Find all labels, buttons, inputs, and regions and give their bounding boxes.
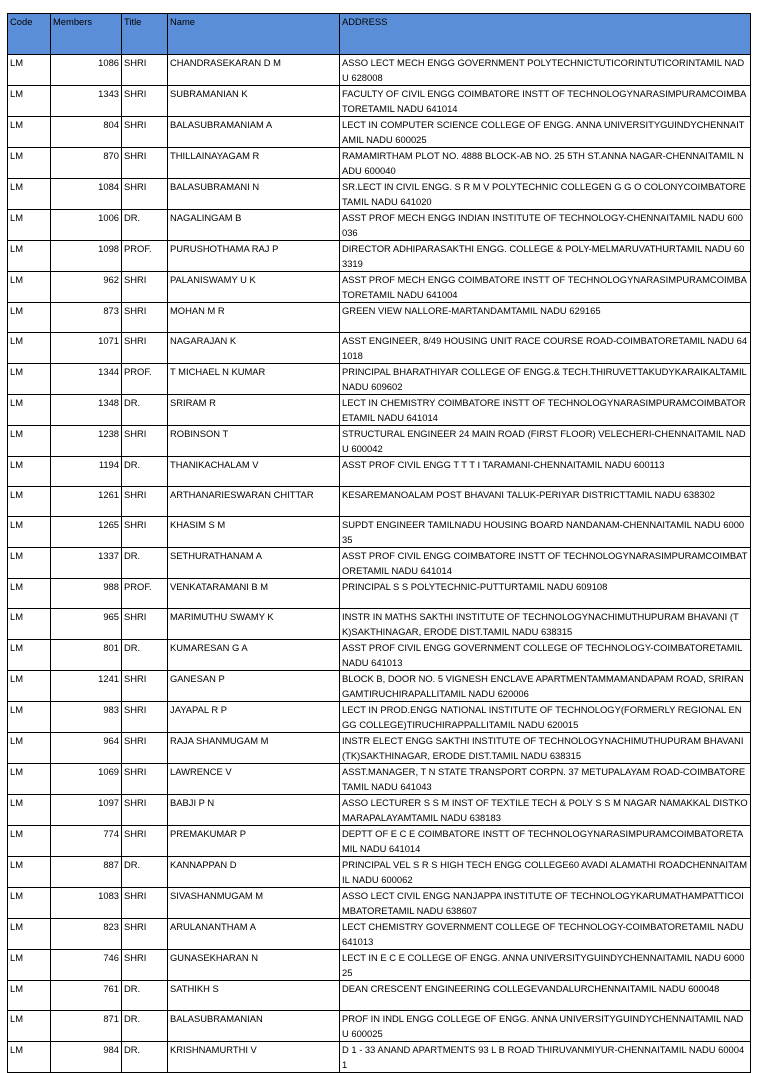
cell-title: SHRI [122,795,168,826]
header-address: ADDRESS [340,14,751,55]
cell-name: SIVASHANMUGAM M [168,888,340,919]
cell-address: LECT CHEMISTRY GOVERNMENT COLLEGE OF TECHNOLOGY-COIMBATORETAMIL NADU 641013 [340,919,751,950]
table-row [8,857,751,888]
cell-code: LM [8,55,51,86]
cell-name: GUNASEKHARAN N [168,950,340,981]
cell-title: SHRI [122,950,168,981]
cell-title: DR. [122,857,168,888]
cell-address: SR.LECT IN CIVIL ENGG. S R M V POLYTECHNIC COLLEGEN G G O COLONYCOIMBATORETAMIL NADU 641020 [340,179,751,210]
cell-name: ARTHANARIESWARAN CHITTAR [168,487,340,517]
cell-title: DR. [122,640,168,671]
cell-name: BALASUBRAMANIAN [168,1011,340,1042]
cell-members: 873 [51,303,122,333]
cell-title: SHRI [122,919,168,950]
cell-name: THANIKACHALAM V [168,457,340,487]
cell-title: DR. [122,210,168,241]
cell-code: LM [8,795,51,826]
cell-members: 988 [51,579,122,609]
cell-members: 965 [51,609,122,640]
cell-code: LM [8,272,51,303]
table-row [8,888,751,919]
cell-code: LM [8,86,51,117]
cell-code: LM [8,888,51,919]
cell-code: LM [8,764,51,795]
cell-title: SHRI [122,86,168,117]
cell-members: 1337 [51,548,122,579]
cell-members: 870 [51,148,122,179]
cell-title: SHRI [122,671,168,702]
cell-members: 1084 [51,179,122,210]
cell-code: LM [8,333,51,364]
cell-title: DR. [122,457,168,487]
cell-address: ASSO LECT CIVIL ENGG NANJAPPA INSTITUTE OF TECHNOLOGYKARUMATHAMPATTICOIMBATORETAMIL NADU 638607 [340,888,751,919]
header-name: Name [168,14,340,55]
cell-members: 761 [51,981,122,1011]
cell-title: SHRI [122,179,168,210]
table-row [8,671,751,702]
cell-address: ASST PROF MECH ENGG INDIAN INSTITUTE OF TECHNOLOGY-CHENNAITAMIL NADU 600036 [340,210,751,241]
cell-name: BABJI P N [168,795,340,826]
cell-members: 1083 [51,888,122,919]
table-row [8,1011,751,1042]
cell-code: LM [8,1011,51,1042]
table-row [8,117,751,148]
cell-members: 1069 [51,764,122,795]
cell-title: SHRI [122,333,168,364]
cell-address: STRUCTURAL ENGINEER 24 MAIN ROAD (FIRST FLOOR) VELECHERI-CHENNAITAMIL NADU 600042 [340,426,751,457]
cell-members: 964 [51,733,122,764]
cell-code: LM [8,1042,51,1073]
cell-code: LM [8,981,51,1011]
cell-address: PROF IN INDL ENGG COLLEGE OF ENGG. ANNA UNIVERSITYGUINDYCHENNAITAMIL NADU 600025 [340,1011,751,1042]
cell-title: SHRI [122,303,168,333]
cell-members: 774 [51,826,122,857]
cell-members: 746 [51,950,122,981]
cell-members: 1265 [51,517,122,548]
cell-address: GREEN VIEW NALLORE-MARTANDAMTAMIL NADU 629165 [340,303,751,333]
cell-members: 983 [51,702,122,733]
table-row [8,1042,751,1073]
cell-address: ASST PROF MECH ENGG COIMBATORE INSTT OF TECHNOLOGYNARASIMPURAMCOIMBATORETAMIL NADU 641004 [340,272,751,303]
table-row [8,950,751,981]
cell-name: BALASUBRAMANIAM A [168,117,340,148]
cell-members: 962 [51,272,122,303]
cell-name: MOHAN M R [168,303,340,333]
cell-title: DR. [122,981,168,1011]
cell-address: KESAREMANOALAM POST BHAVANI TALUK-PERIYAR DISTRICTTAMIL NADU 638302 [340,487,751,517]
cell-title: SHRI [122,609,168,640]
table-row [8,395,751,426]
table-row [8,457,751,487]
cell-code: LM [8,395,51,426]
cell-code: LM [8,241,51,272]
cell-name: RAJA SHANMUGAM M [168,733,340,764]
cell-address: ASST ENGINEER, 8/49 HOUSING UNIT RACE COURSE ROAD-COIMBATORETAMIL NADU 641018 [340,333,751,364]
cell-members: 1006 [51,210,122,241]
table-row [8,303,751,333]
table-row [8,826,751,857]
cell-address: LECT IN PROD.ENGG NATIONAL INSTITUTE OF TECHNOLOGY(FORMERLY REGIONAL ENGG COLLEGE)TIRUCHIRAPPALLITAMIL NADU 620015 [340,702,751,733]
cell-name: JAYAPAL R P [168,702,340,733]
table-row [8,210,751,241]
cell-name: LAWRENCE V [168,764,340,795]
table-row [8,919,751,950]
table-row [8,426,751,457]
cell-title: SHRI [122,764,168,795]
cell-name: KRISHNAMURTHI V [168,1042,340,1073]
cell-members: 1071 [51,333,122,364]
cell-title: PROF. [122,241,168,272]
table-row [8,364,751,395]
cell-code: LM [8,950,51,981]
table-row [8,702,751,733]
cell-members: 1238 [51,426,122,457]
cell-name: GANESAN P [168,671,340,702]
cell-address: PRINCIPAL BHARATHIYAR COLLEGE OF ENGG.& TECH.THIRUVETTAKUDYKARAIKALTAMIL NADU 609602 [340,364,751,395]
cell-members: 804 [51,117,122,148]
table-row [8,487,751,517]
cell-address: ASSO LECTURER S S M INST OF TEXTILE TECH & POLY S S M NAGAR NAMAKKAL DISTKOMARAPALAYAMTAMIL NADU 638183 [340,795,751,826]
cell-address: DEPTT OF E C E COIMBATORE INSTT OF TECHNOLOGYNARASIMPURAMCOIMBATORETAMIL NADU 641014 [340,826,751,857]
cell-name: VENKATARAMANI B M [168,579,340,609]
cell-address: ASSO LECT MECH ENGG GOVERNMENT POLYTECHNICTUTICORINTUTICORINTAMIL NADU 628008 [340,55,751,86]
cell-members: 1343 [51,86,122,117]
cell-address: LECT IN COMPUTER SCIENCE COLLEGE OF ENGG. ANNA UNIVERSITYGUINDYCHENNAITAMIL NADU 600025 [340,117,751,148]
cell-address: BLOCK B, DOOR NO. 5 VIGNESH ENCLAVE APARTMENTAMMAMANDAPAM ROAD, SRIRANGAMTIRUCHIRAPALLITAMIL NADU 620006 [340,671,751,702]
cell-title: SHRI [122,826,168,857]
cell-title: SHRI [122,148,168,179]
table-row [8,579,751,609]
cell-name: ROBINSON T [168,426,340,457]
cell-code: LM [8,733,51,764]
cell-code: LM [8,857,51,888]
table-row [8,179,751,210]
cell-address: PRINCIPAL VEL S R S HIGH TECH ENGG COLLEGE60 AVADI ALAMATHI ROADCHENNAITAMIL NADU 600062 [340,857,751,888]
cell-name: KUMARESAN G A [168,640,340,671]
cell-members: 887 [51,857,122,888]
cell-title: SHRI [122,702,168,733]
cell-title: SHRI [122,55,168,86]
cell-name: T MICHAEL N KUMAR [168,364,340,395]
cell-code: LM [8,609,51,640]
cell-members: 1344 [51,364,122,395]
cell-title: PROF. [122,364,168,395]
cell-members: 1097 [51,795,122,826]
cell-name: MARIMUTHU SWAMY K [168,609,340,640]
cell-title: DR. [122,1011,168,1042]
cell-members: 1086 [51,55,122,86]
cell-title: SHRI [122,487,168,517]
header-title: Title [122,14,168,55]
cell-code: LM [8,517,51,548]
cell-title: SHRI [122,517,168,548]
header-members: Members [51,14,122,55]
cell-name: BALASUBRAMANI N [168,179,340,210]
table-row [8,86,751,117]
cell-title: DR. [122,1042,168,1073]
table-row [8,55,751,86]
table-row [8,795,751,826]
cell-address: DEAN CRESCENT ENGINEERING COLLEGEVANDALURCHENNAITAMIL NADU 600048 [340,981,751,1011]
cell-title: DR. [122,548,168,579]
header-row [8,14,751,55]
cell-members: 823 [51,919,122,950]
cell-members: 1194 [51,457,122,487]
cell-code: LM [8,179,51,210]
cell-members: 1261 [51,487,122,517]
table-row [8,333,751,364]
cell-title: SHRI [122,426,168,457]
table-row [8,517,751,548]
cell-members: 984 [51,1042,122,1073]
cell-title: PROF. [122,579,168,609]
cell-address: ASST PROF CIVIL ENGG COIMBATORE INSTT OF TECHNOLOGYNARASIMPURAMCOIMBATORETAMIL NADU 641014 [340,548,751,579]
cell-name: KHASIM S M [168,517,340,548]
cell-title: SHRI [122,272,168,303]
cell-code: LM [8,548,51,579]
cell-name: SUBRAMANIAN K [168,86,340,117]
member-table [7,13,751,1073]
cell-name: PURUSHOTHAMA RAJ P [168,241,340,272]
cell-code: LM [8,117,51,148]
cell-code: LM [8,303,51,333]
cell-title: SHRI [122,733,168,764]
cell-code: LM [8,148,51,179]
cell-address: LECT IN E C E COLLEGE OF ENGG. ANNA UNIVERSITYGUINDYCHENNAITAMIL NADU 600025 [340,950,751,981]
cell-title: DR. [122,395,168,426]
table-row [8,548,751,579]
cell-address: INSTR ELECT ENGG SAKTHI INSTITUTE OF TECHNOLOGYNACHIMUTHUPURAM BHAVANI (TK)SAKTHINAGAR, ERODE DIST.TAMIL NADU 638315 [340,733,751,764]
cell-name: PALANISWAMY U K [168,272,340,303]
cell-name: SETHURATHANAM A [168,548,340,579]
cell-title: SHRI [122,117,168,148]
cell-address: INSTR IN MATHS SAKTHI INSTITUTE OF TECHNOLOGYNACHIMUTHUPURAM BHAVANI (TK)SAKTHINAGAR, ERODE DIST.TAMIL NADU 638315 [340,609,751,640]
cell-name: NAGARAJAN K [168,333,340,364]
table-row [8,241,751,272]
cell-address: DIRECTOR ADHIPARASAKTHI ENGG. COLLEGE & POLY-MELMARUVATHURTAMIL NADU 603319 [340,241,751,272]
table-row [8,981,751,1011]
table-row [8,764,751,795]
cell-code: LM [8,364,51,395]
table-row [8,148,751,179]
table-row [8,272,751,303]
cell-address: PRINCIPAL S S POLYTECHNIC-PUTTURTAMIL NADU 609108 [340,579,751,609]
cell-name: CHANDRASEKARAN D M [168,55,340,86]
cell-name: ARULANANTHAM A [168,919,340,950]
cell-address: ASST.MANAGER, T N STATE TRANSPORT CORPN. 37 METUPALAYAM ROAD-COIMBATORETAMIL NADU 641043 [340,764,751,795]
cell-code: LM [8,671,51,702]
cell-members: 1098 [51,241,122,272]
cell-code: LM [8,487,51,517]
cell-address: ASST PROF CIVIL ENGG T T T I TARAMANI-CHENNAITAMIL NADU 600113 [340,457,751,487]
cell-members: 871 [51,1011,122,1042]
table-row [8,733,751,764]
cell-name: NAGALINGAM B [168,210,340,241]
cell-code: LM [8,640,51,671]
cell-code: LM [8,826,51,857]
table-row [8,640,751,671]
cell-members: 1348 [51,395,122,426]
cell-code: LM [8,210,51,241]
member-sheet [7,13,750,1073]
cell-address: RAMAMIRTHAM PLOT NO. 4888 BLOCK-AB NO. 25 5TH ST.ANNA NAGAR-CHENNAITAMIL NADU 600040 [340,148,751,179]
cell-address: LECT IN CHEMISTRY COIMBATORE INSTT OF TECHNOLOGYNARASIMPURAMCOIMBATORETAMIL NADU 641014 [340,395,751,426]
cell-code: LM [8,919,51,950]
cell-name: SATHIKH S [168,981,340,1011]
cell-address: SUPDT ENGINEER TAMILNADU HOUSING BOARD NANDANAM-CHENNAITAMIL NADU 600035 [340,517,751,548]
cell-code: LM [8,702,51,733]
cell-code: LM [8,426,51,457]
cell-code: LM [8,457,51,487]
cell-name: PREMAKUMAR P [168,826,340,857]
header-code: Code [8,14,51,55]
cell-name: THILLAINAYAGAM R [168,148,340,179]
cell-address: ASST PROF CIVIL ENGG GOVERNMENT COLLEGE OF TECHNOLOGY-COIMBATORETAMIL NADU 641013 [340,640,751,671]
cell-members: 1241 [51,671,122,702]
cell-title: SHRI [122,888,168,919]
cell-code: LM [8,579,51,609]
cell-name: KANNAPPAN D [168,857,340,888]
cell-name: SRIRAM R [168,395,340,426]
cell-members: 801 [51,640,122,671]
table-row [8,609,751,640]
cell-address: D 1 - 33 ANAND APARTMENTS 93 L B ROAD THIRUVANMIYUR-CHENNAITAMIL NADU 600041 [340,1042,751,1073]
cell-address: FACULTY OF CIVIL ENGG COIMBATORE INSTT OF TECHNOLOGYNARASIMPURAMCOIMBATORETAMIL NADU 641014 [340,86,751,117]
